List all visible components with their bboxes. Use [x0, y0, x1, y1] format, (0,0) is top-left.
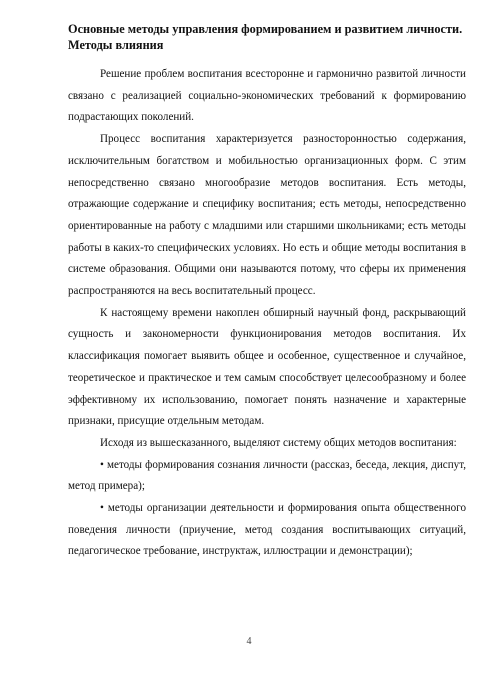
paragraph-system: Исходя из вышесказанного, выделяют систему общих методов воспитания: [100, 436, 457, 449]
paragraph-classification: К настоящему времени накоплен обширный научный фонд, раскрывающий сущность и закономерности функционирования методов воспитания. Их классификация помогает выявить общее и особенное, существенное и случайное, теоретическое и практическое и тем самым способствует целесообразному и более эффективному их использованию, помогает понять назначение и характерные признаки, присущие отдельным методам. [68, 306, 466, 428]
page-number: 4 [246, 636, 252, 647]
paragraph-intro: Решение проблем воспитания всесторонне и гармонично развитой личности связано с реализацией социально-экономических требований к формированию подрастающих поколений. [68, 68, 466, 124]
list-item-activity-methods: • методы организации деятельности и формирования опыта общественного поведения личности (приучение, метод создания воспитывающих ситуаций, педагогическое требование, инструктаж, иллюстрации и демонстрации); [68, 502, 466, 558]
document-heading: Основные методы управления формированием и развитием личности. Методы влияния [68, 22, 463, 52]
document-body [68, 64, 466, 563]
list-item-consciousness-methods: • методы формирования сознания личности (рассказ, беседа, лекция, диспут, метод примера); [68, 458, 466, 493]
paragraph-process: Процесс воспитания характеризуется разносторонностью содержания, исключительным богатством и мобильностью организационных форм. С этим непосредственно связано многообразие методов воспитания. Есть методы, отражающие содержание и специфику воспитания; есть методы, непосредственно ориентированные на работу с младшими или старшими школьниками; есть методы работы в каких-то специфических условиях. Но есть и общие методы воспитания в системе образования. Общими они называются потому, что сферы их применения распространяются на весь воспитательный процесс. [68, 133, 466, 298]
